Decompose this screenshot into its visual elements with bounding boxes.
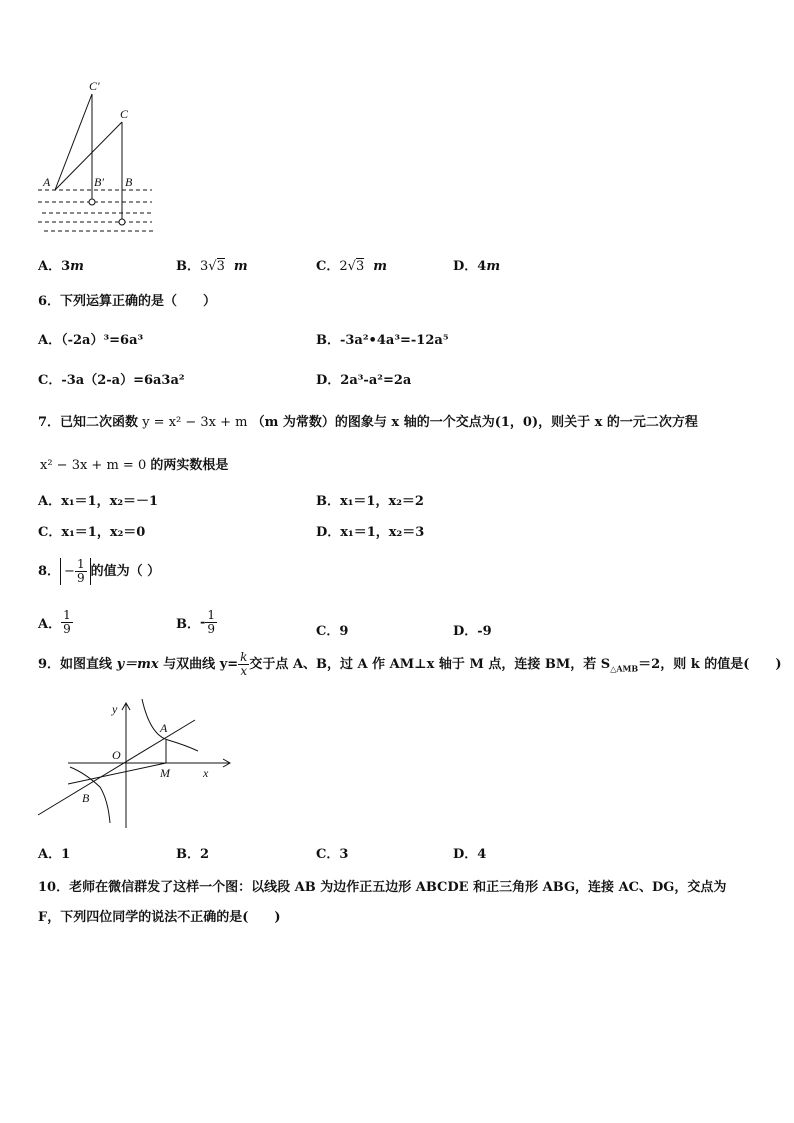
q7-stem-line2: x² − 3x + m = 0 的两实数根是 <box>40 458 229 473</box>
q8-option-d[interactable]: D．-9 <box>453 624 492 639</box>
q5-option-d[interactable]: D．4m <box>453 259 501 274</box>
label-c: C <box>120 107 129 121</box>
label-b-prime: B′ <box>94 175 104 189</box>
q6-option-a[interactable]: A．（-2a）³=6a³ <box>38 333 144 348</box>
q10-stem-line2: F，下列四位同学的说法不正确的是( ) <box>38 910 281 925</box>
q7-option-a[interactable]: A．x₁＝1，x₂＝－1 <box>38 494 159 509</box>
q6-stem: 6．下列运算正确的是（ ） <box>38 294 217 309</box>
label-o: O <box>112 748 121 762</box>
label-a: A <box>43 175 51 189</box>
label-b: B <box>82 791 90 805</box>
q6-option-b[interactable]: B．-3a²•4a³=-12a⁵ <box>316 333 449 348</box>
q9-stem: 9．如图直线 y＝mx 与双曲线 y= $\frac{k}{x}$ 交于点 A、B，过 A 作 AM⊥x 轴于 M 点，连接 BM，若 $S_{\triangle AMB}=2$，则 k 的值是( ) <box>38 650 782 678</box>
q6-option-d[interactable]: D．2a³-a²=2a <box>316 373 412 388</box>
q7-option-c[interactable]: C．x₁＝1，x₂＝0 <box>38 525 146 540</box>
hyperbola-figure <box>30 695 235 830</box>
q5-option-b[interactable]: B．3√3 m <box>176 259 248 274</box>
q7-stem: 7．已知二次函数 y = x² − 3x + m （m 为常数）的图象与 x 轴的一个交点为(1，0)，则关于 x 的一元二次方程 <box>38 415 698 430</box>
q10-stem-line1: 10．老师在微信群发了这样一个图：以线段 AB 为边作正五边形 ABCDE 和正三角形 ABG，连接 AC、DG，交点为 <box>38 880 727 895</box>
label-b: B <box>125 175 133 189</box>
q5-option-a[interactable]: A．3m <box>38 259 84 274</box>
q9-option-b[interactable]: B．2 <box>176 847 210 862</box>
q9-option-d[interactable]: D．4 <box>453 847 487 862</box>
label-x: x <box>203 766 209 780</box>
q8-option-c[interactable]: C．9 <box>316 624 349 639</box>
q7-option-d[interactable]: D．x₁＝1，x₂＝3 <box>316 525 425 540</box>
q8-absolute-value: − $\frac{1}{9}$ <box>60 558 91 585</box>
q8-stem: 8． − $\frac{1}{9}$ 的值为（ ） <box>38 557 161 585</box>
q7-option-b[interactable]: B．x₁＝1，x₂＝2 <box>316 494 424 509</box>
q5-option-c[interactable]: C．2√3 m <box>316 259 388 274</box>
q6-option-c[interactable]: C．-3a（2-a）=6a3a² <box>38 373 185 388</box>
q9-option-c[interactable]: C．3 <box>316 847 349 862</box>
label-c-prime: C′ <box>89 79 100 93</box>
q9-option-a[interactable]: A．1 <box>38 847 71 862</box>
label-y: y <box>112 702 118 716</box>
q8-option-b[interactable]: B．- $\frac{1}{9}$ <box>176 608 216 636</box>
q7-equation: x² − 3x + m = 0 <box>40 458 147 473</box>
label-m: M <box>160 766 170 780</box>
q8-option-a[interactable]: A． $\frac{1}{9}$ <box>38 608 71 636</box>
ladder-figure <box>30 76 160 238</box>
q7-function: y = x² − 3x + m <box>142 415 248 430</box>
label-a: A <box>160 721 168 735</box>
